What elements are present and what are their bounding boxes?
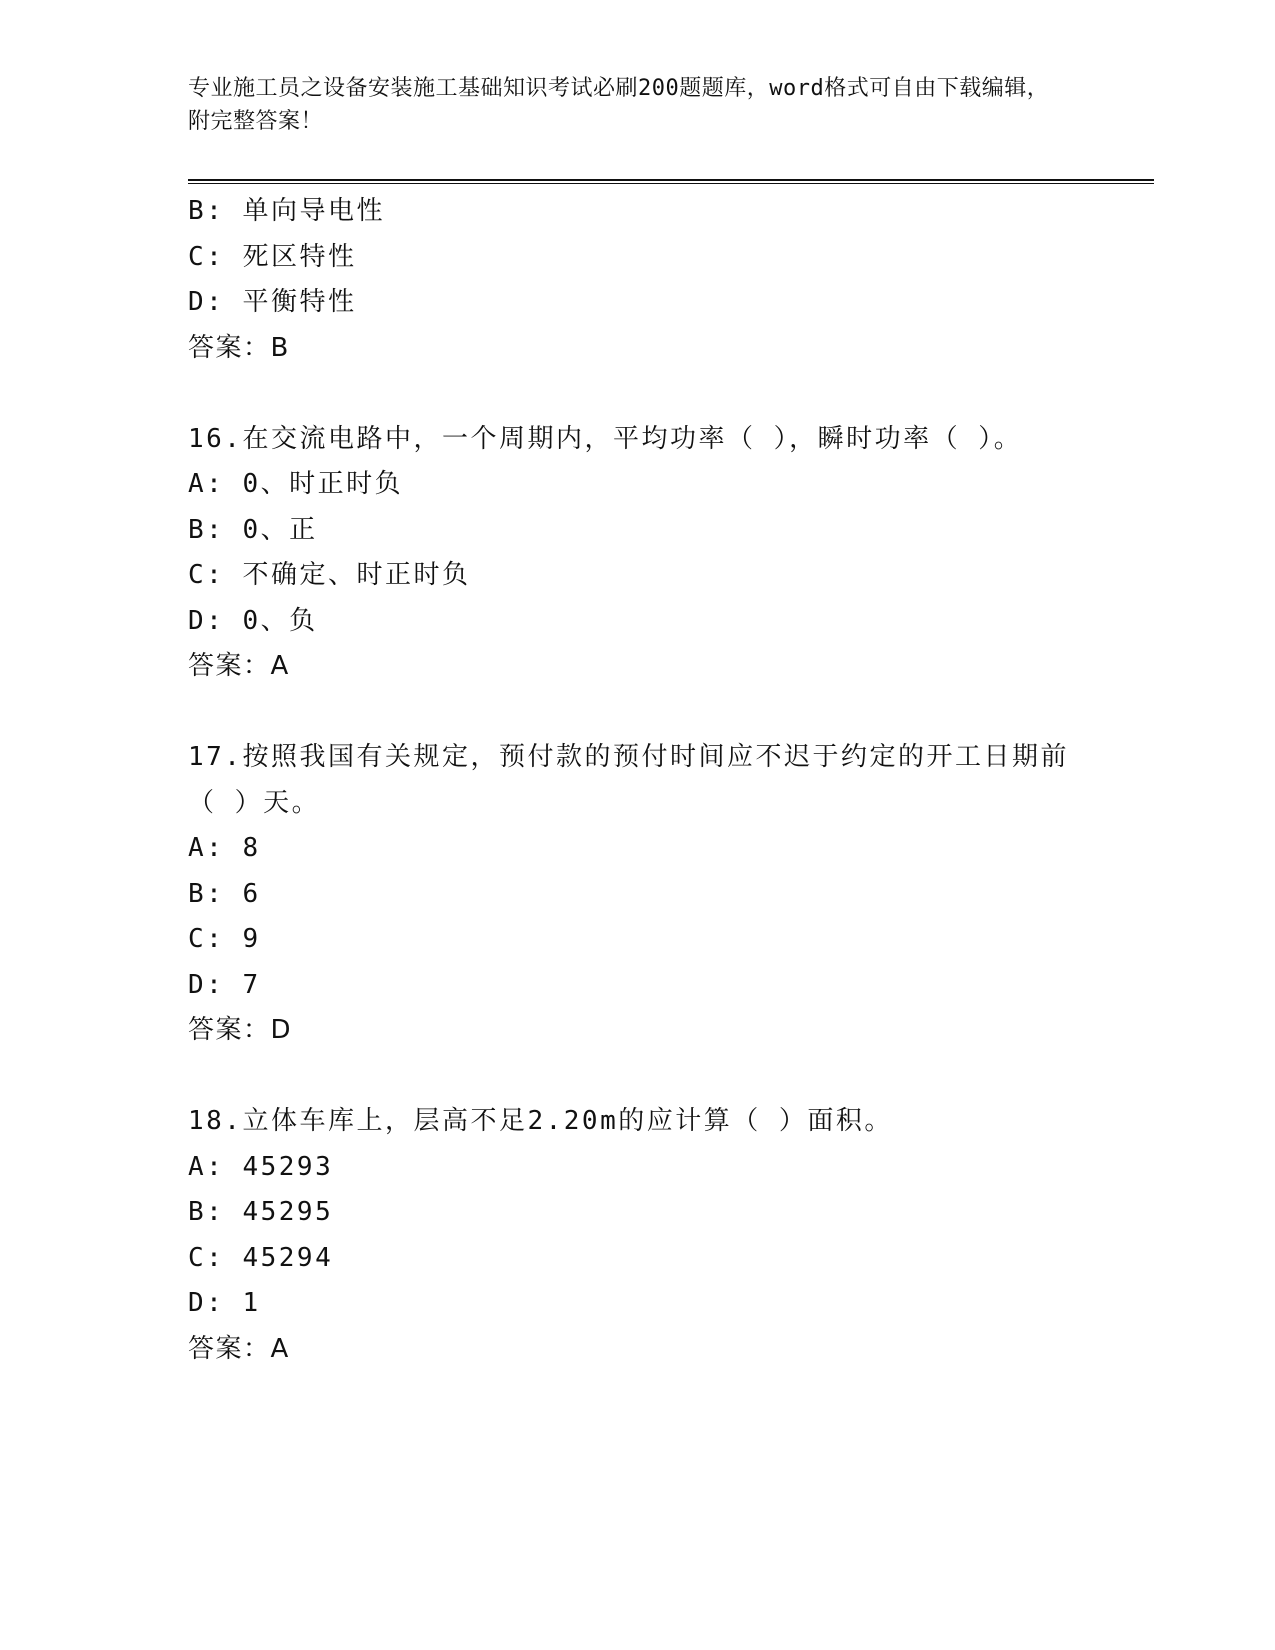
option-text: 0、时正时负 xyxy=(242,469,404,499)
question-17 xyxy=(188,735,1088,1054)
spacer xyxy=(188,371,1088,417)
option-label: D: xyxy=(188,1288,225,1318)
option-text: 不确定、时正时负 xyxy=(242,560,471,590)
option-c xyxy=(188,235,1088,281)
option-label: D: xyxy=(188,605,225,636)
answer: 答案：A xyxy=(188,1333,290,1364)
answer: 答案：D xyxy=(188,1015,293,1045)
option-label: C: xyxy=(188,1242,225,1273)
question-15 xyxy=(188,189,1088,371)
header-divider xyxy=(188,179,1154,184)
option-label: D: xyxy=(188,287,225,317)
option-c xyxy=(188,917,1088,963)
option-text: 45293 xyxy=(242,1151,334,1182)
option-label: A: xyxy=(188,1151,225,1182)
option-text: 死区特性 xyxy=(242,241,357,272)
option-d xyxy=(188,963,1088,1009)
option-b xyxy=(188,872,1088,918)
option-text: 单向导电性 xyxy=(242,196,385,226)
question-stem-line-2: （ ）天。 xyxy=(188,787,321,818)
question-16 xyxy=(188,417,1088,690)
document-header xyxy=(188,72,1068,138)
option-d xyxy=(188,599,1088,645)
option-b xyxy=(188,508,1088,554)
question-stem: 16.在交流电路中，一个周期内，平均功率（ ），瞬时功率（ ）。 xyxy=(188,423,1023,454)
option-d xyxy=(188,280,1088,326)
option-label: B: xyxy=(188,514,225,545)
answer: 答案：A xyxy=(188,651,290,681)
option-text: 9 xyxy=(242,924,261,954)
question-18 xyxy=(188,1099,1088,1372)
option-text: 45295 xyxy=(242,1197,334,1227)
option-b xyxy=(188,1190,1088,1236)
answer: 答案：B xyxy=(188,332,290,363)
option-text: 1 xyxy=(242,1288,261,1318)
question-list xyxy=(188,189,1088,1372)
option-a xyxy=(188,826,1088,872)
question-stem-line-1: 17.按照我国有关规定，预付款的预付时间应不迟于约定的开工日期前 xyxy=(188,742,1069,772)
option-a xyxy=(188,1145,1088,1191)
spacer xyxy=(188,1054,1088,1100)
option-label: C: xyxy=(188,241,225,272)
option-label: B: xyxy=(188,196,225,226)
option-b xyxy=(188,189,1088,235)
option-text: 0、正 xyxy=(242,514,318,545)
option-label: A: xyxy=(188,833,225,863)
option-text: 8 xyxy=(242,833,261,863)
option-label: B: xyxy=(188,878,225,909)
option-label: C: xyxy=(188,560,225,590)
option-a xyxy=(188,462,1088,508)
option-c xyxy=(188,553,1088,599)
question-stem: 18.立体车库上，层高不足2.20m的应计算（ ）面积。 xyxy=(188,1106,893,1136)
option-text: 0、负 xyxy=(242,605,318,636)
option-text: 7 xyxy=(242,969,261,1000)
option-text: 平衡特性 xyxy=(242,287,357,317)
option-d xyxy=(188,1281,1088,1327)
option-label: A: xyxy=(188,469,225,499)
option-text: 6 xyxy=(242,878,261,909)
option-c xyxy=(188,1236,1088,1282)
spacer xyxy=(188,690,1088,736)
option-text: 45294 xyxy=(242,1242,334,1273)
header-title: 专业施工员之设备安装施工基础知识考试必刷200题题库，word格式可自由下载编辑，附完整答案！ xyxy=(188,76,1050,134)
option-label: D: xyxy=(188,969,225,1000)
option-label: B: xyxy=(188,1197,225,1227)
option-label: C: xyxy=(188,924,225,954)
